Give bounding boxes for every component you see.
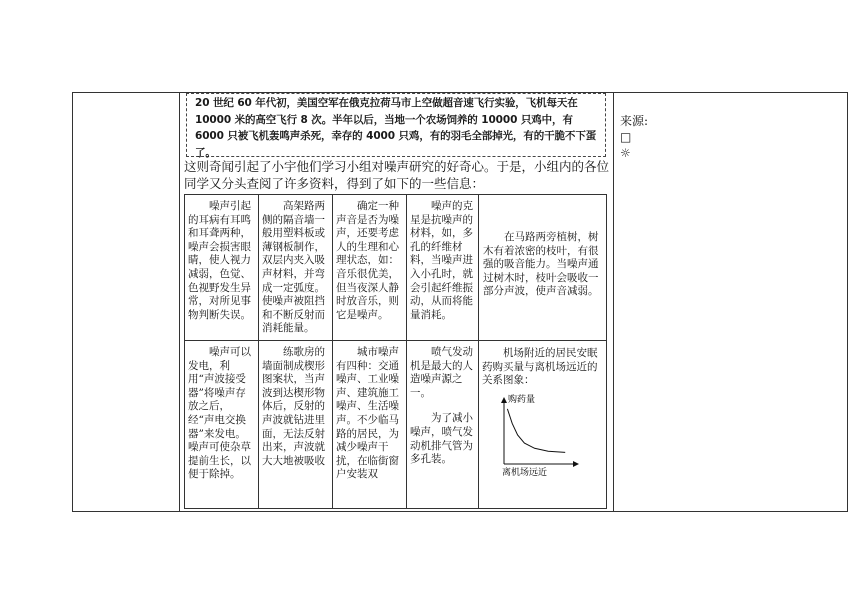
table-cell: 城市噪声有四种：交通噪声、工业噪声、建筑施工噪声、生活噪声。不少临马路的居民，为减少噪声干扰，在临街窗户安装双 <box>333 341 407 509</box>
table-cell <box>479 341 607 509</box>
source-note <box>620 113 648 161</box>
news-excerpt-text: 20 世纪 60 年代初，美国空军在俄克拉荷马市上空做超音速飞行实验，飞机每天在 10000 米的高空飞行 8 次。半年以后，当地一个农场饲养的 10000 只鸡中，有 6000 只被飞机轰鸣声杀死，幸存的 4000 只鸡，有的羽毛全部掉光，有的干脆不下蛋了。 <box>195 97 597 159</box>
checkbox-icon: □ <box>620 130 632 144</box>
source-label: 来源: <box>620 114 649 128</box>
chart-caption: 机场附近的居民安眠药购买量与离机场远近的关系图象： <box>482 347 598 387</box>
table-row <box>185 341 607 509</box>
cell-paragraph: 为了减小噪声，喷气发动机排气管为多孔装。 <box>410 412 473 466</box>
right-column-divider <box>613 92 614 512</box>
table-cell: 练歌房的墙面制成楔形图案状，当声波到达楔形物体后，反射的声波就钻进里面，无法反射出来，声波就大大地被吸收 <box>259 341 333 509</box>
table-cell: 确定一种声音是否为噪声，还要考虑人的生理和心理状态，如：音乐很优美，但当夜深人静时放音乐，则它是噪声。 <box>333 195 407 341</box>
left-column <box>72 92 180 512</box>
intro-paragraph: 这则奇闻引起了小宇他们学习小组对噪声研究的好奇心。于是，小组内的各位同学又分头查阅了许多资料，得到了如下的一些信息： <box>184 159 610 191</box>
news-excerpt-box <box>186 93 606 157</box>
table-cell: 在马路两旁植树，树木有着浓密的枝叶，有很强的吸音能力。当噪声通过树木时，枝叶会吸收一部分声波，使声音减弱。 <box>479 195 607 341</box>
series-line <box>507 409 565 453</box>
cell-paragraph: 喷气发动机是最大的人造噪声源之一。 <box>410 346 473 399</box>
table-cell: 噪声引起的耳病有耳鸣和耳聋两种，噪声会损害眼睛，使人视力减弱，色觉、色视野发生异常，对所见事物判断失误。 <box>185 195 259 341</box>
sun-icon: ☼ <box>620 146 631 160</box>
info-table <box>184 194 607 509</box>
table-cell: 高架路两侧的隔音墙一般用塑料板或薄钢板制作，双层内夹入吸声材料，并弯成一定弧度。使噪声被阻挡和不断反射而消耗能量。 <box>259 195 333 341</box>
purchase-chart <box>496 394 582 476</box>
table-row <box>185 195 607 341</box>
table-cell: 噪声可以发电，利用“声波接受器”将噪声存放之后，经“声电交换器”来发电。噪声可使杂草提前生长，以便于除掉。 <box>185 341 259 509</box>
x-axis-label: 离机场远近 <box>502 467 548 476</box>
y-axis-label: 购药量 <box>508 394 536 405</box>
table-cell <box>407 341 479 509</box>
table-cell: 噪声的克星是抗噪声的材料，如，多孔的纤维材料，当噪声进入小孔时，就会引起纤维振动，从而将能量消耗。 <box>407 195 479 341</box>
